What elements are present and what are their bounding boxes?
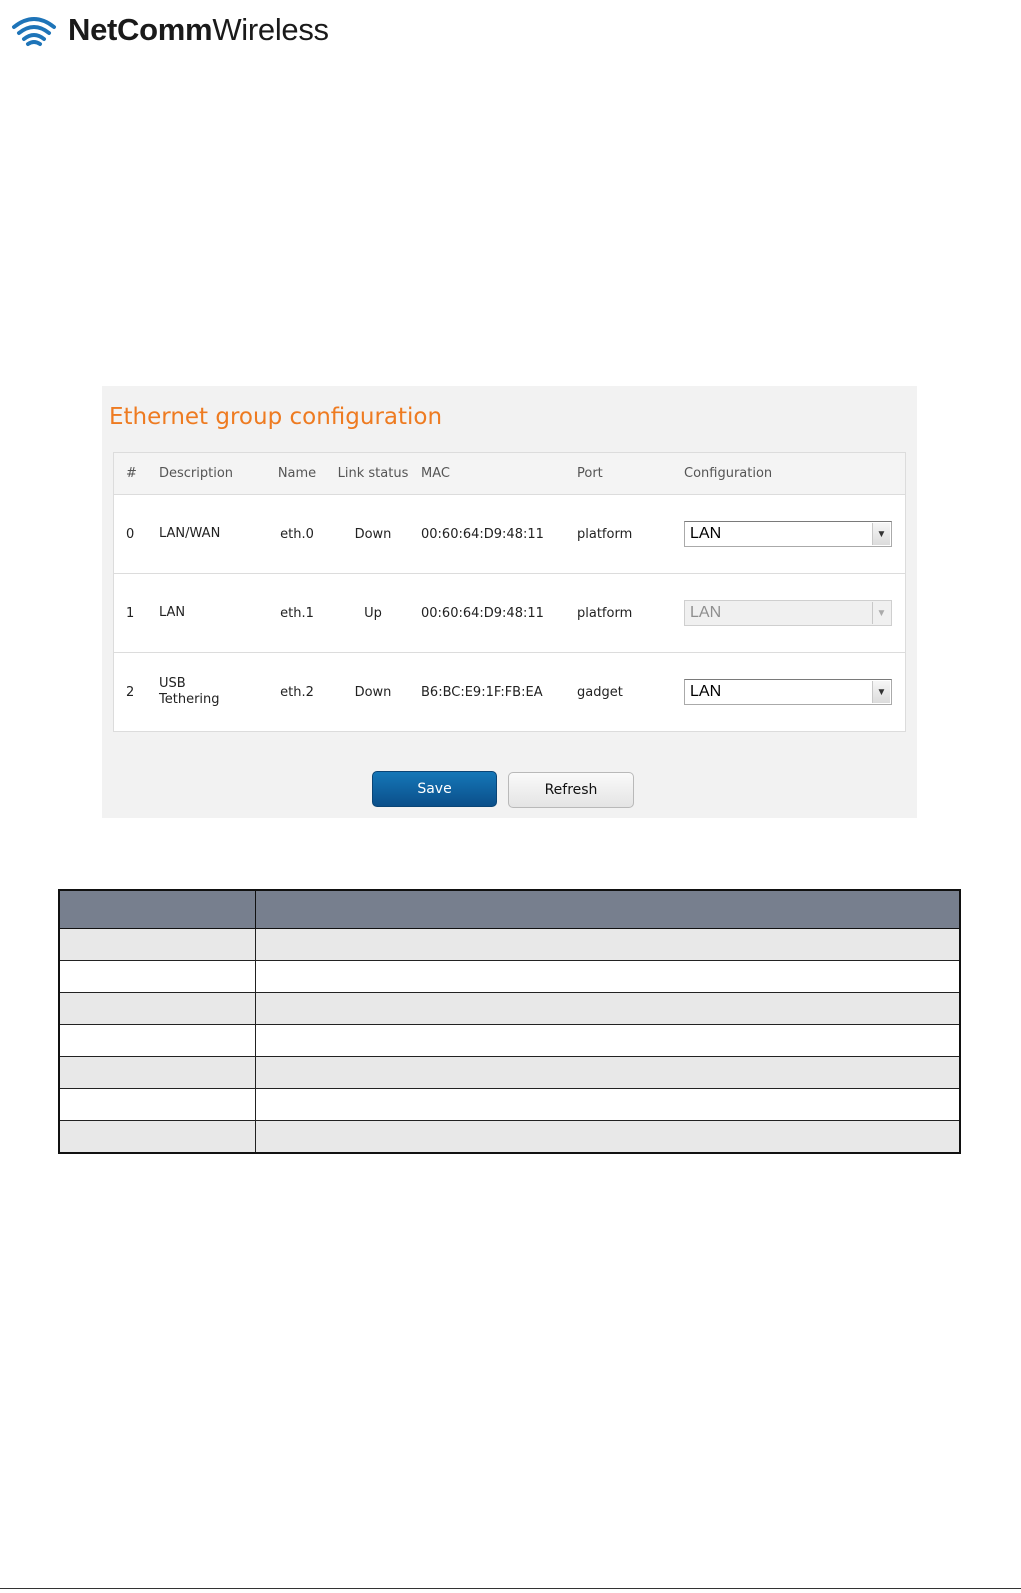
blank-cell [256, 929, 961, 961]
configuration-select-value: LAN [690, 604, 722, 621]
chevron-down-icon[interactable]: ▼ [872, 681, 890, 703]
table-row [114, 495, 906, 574]
table-row [59, 929, 960, 961]
blank-cell [256, 993, 961, 1025]
table-row [59, 993, 960, 1025]
blank-cell [59, 929, 256, 961]
refresh-button[interactable]: Refresh [508, 772, 634, 808]
ethernet-config-panel [102, 386, 917, 818]
table-row [59, 961, 960, 993]
blank-cell [59, 1089, 256, 1121]
table-row [59, 1089, 960, 1121]
row-number: 2 [126, 684, 135, 700]
row-number: 0 [114, 495, 160, 574]
table-row [59, 1025, 960, 1057]
col-header-mac: MAC [421, 453, 577, 495]
row-mac: B6:BC:E9:1F:FB:EA [421, 684, 543, 700]
row-mac: 00:60:64:D9:48:11 [421, 574, 577, 653]
col-header-name: Name [269, 453, 325, 495]
col-header-description: Description [159, 453, 269, 495]
row-number: 1 [114, 574, 160, 653]
row-description: LAN/WAN [159, 526, 221, 541]
row-port: platform [577, 574, 684, 653]
logo-text-light: Wireless [212, 12, 329, 47]
blank-cell [256, 1057, 961, 1089]
row-description: USB Tethering [159, 676, 220, 707]
table-row [59, 1121, 960, 1154]
blank-cell [256, 961, 961, 993]
table-row [59, 1057, 960, 1089]
row-name: eth.1 [269, 574, 325, 653]
blank-reference-table [58, 889, 961, 1154]
logo-text-bold: NetComm [68, 12, 213, 47]
col-header-port: Port [577, 453, 684, 495]
ethernet-table [113, 452, 906, 732]
col-header-configuration: Configuration [684, 453, 906, 495]
row-link-status: Up [325, 574, 421, 653]
row-link-status: Down [354, 684, 392, 700]
row-name: eth.0 [269, 495, 325, 574]
footer-divider [0, 1588, 1021, 1589]
col-header-number: # [114, 453, 160, 495]
chevron-down-icon[interactable]: ▼ [872, 523, 890, 545]
row-port: platform [577, 495, 684, 574]
blank-header-cell [256, 890, 961, 929]
configuration-select-value: LAN [690, 683, 722, 700]
blank-cell [59, 1121, 256, 1154]
blank-cell [256, 1089, 961, 1121]
panel-title: Ethernet group configuration [109, 404, 443, 430]
configuration-select[interactable] [684, 679, 892, 705]
table-row [114, 574, 906, 653]
configuration-select-value: LAN [690, 525, 722, 542]
row-port: gadget [577, 684, 623, 700]
blank-cell [59, 1025, 256, 1057]
row-description: LAN [159, 605, 186, 620]
blank-cell [256, 1121, 961, 1154]
save-button[interactable]: Save [372, 771, 497, 807]
configuration-select-disabled [684, 600, 892, 626]
row-name: eth.2 [280, 684, 314, 700]
configuration-select[interactable] [684, 521, 892, 547]
row-link-status: Down [325, 495, 421, 574]
blank-header-cell [59, 890, 256, 929]
row-mac: 00:60:64:D9:48:11 [421, 495, 577, 574]
blank-table-header-row [59, 890, 960, 929]
blank-cell [59, 961, 256, 993]
blank-cell [59, 993, 256, 1025]
blank-cell [256, 1025, 961, 1057]
netcomm-logo [8, 6, 329, 54]
blank-cell [59, 1057, 256, 1089]
chevron-down-icon: ▼ [872, 602, 890, 624]
logo-text [68, 12, 329, 48]
table-row [114, 653, 906, 732]
col-header-link-status: Link status [325, 453, 421, 495]
table-header-row [114, 453, 906, 495]
wifi-logo-icon [8, 9, 60, 51]
